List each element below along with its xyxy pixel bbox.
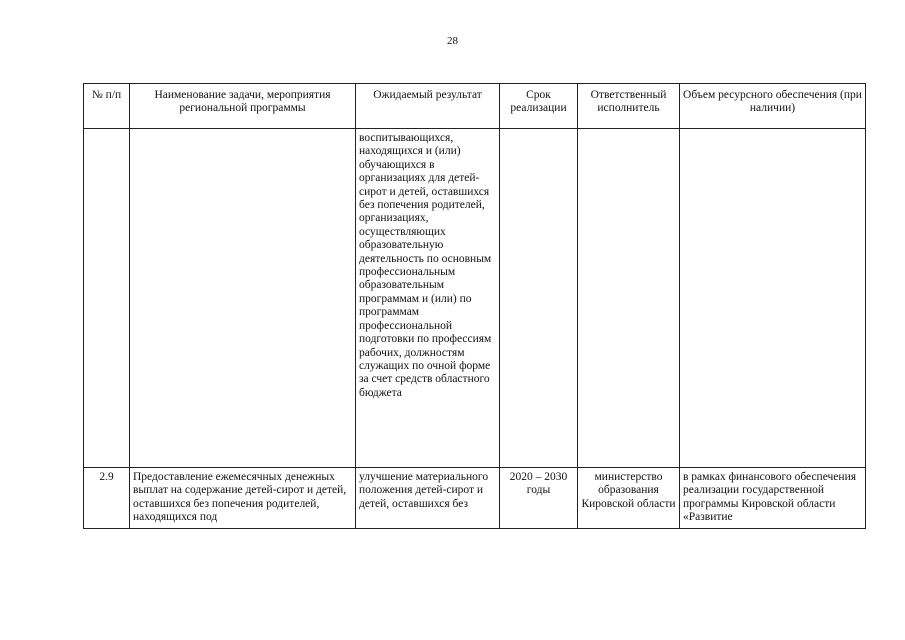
header-responsible: Ответственный исполнитель — [578, 84, 680, 129]
cell-responsible: министерство образования Кировской области — [578, 468, 680, 529]
header-term: Срок реализации — [500, 84, 578, 129]
header-result: Ожидаемый результат — [356, 84, 500, 129]
page-number: 28 — [447, 35, 458, 47]
table-row-2-9 — [84, 468, 866, 529]
cell-result: воспитывающихся, находящихся и (или) обучающихся в организациях для детей-сирот и детей, оставшихся без попечения родителей, организациях, осуществляющих образовательную деятельность по основным профессиональным образовательным программам и (или) по программам профессиональной подготовки по профессиям рабочих, должностям служащих по очной форме за счет средств областного бюджета — [356, 129, 500, 468]
cell-responsible — [578, 129, 680, 468]
table-row-continuation — [84, 129, 866, 468]
header-num: № п/п — [84, 84, 130, 129]
cell-resources — [680, 129, 866, 468]
table-header-row — [84, 84, 866, 129]
cell-result: улучшение материального положения детей-сирот и детей, оставшихся без — [356, 468, 500, 529]
cell-term: 2020 – 2030 годы — [500, 468, 578, 529]
program-table — [83, 83, 866, 529]
cell-term — [500, 129, 578, 468]
cell-num — [84, 129, 130, 468]
cell-name: Предоставление ежемесячных денежных выплат на содержание детей-сирот и детей, оставшихся без попечения родителей, находящихся под — [130, 468, 356, 529]
cell-num: 2.9 — [84, 468, 130, 529]
header-name: Наименование задачи, мероприятия региональной программы — [130, 84, 356, 129]
header-resources: Объем ресурсного обеспечения (при наличии) — [680, 84, 866, 129]
cell-name — [130, 129, 356, 468]
cell-resources: в рамках финансового обеспечения реализации государственной программы Кировской области «Развитие — [680, 468, 866, 529]
